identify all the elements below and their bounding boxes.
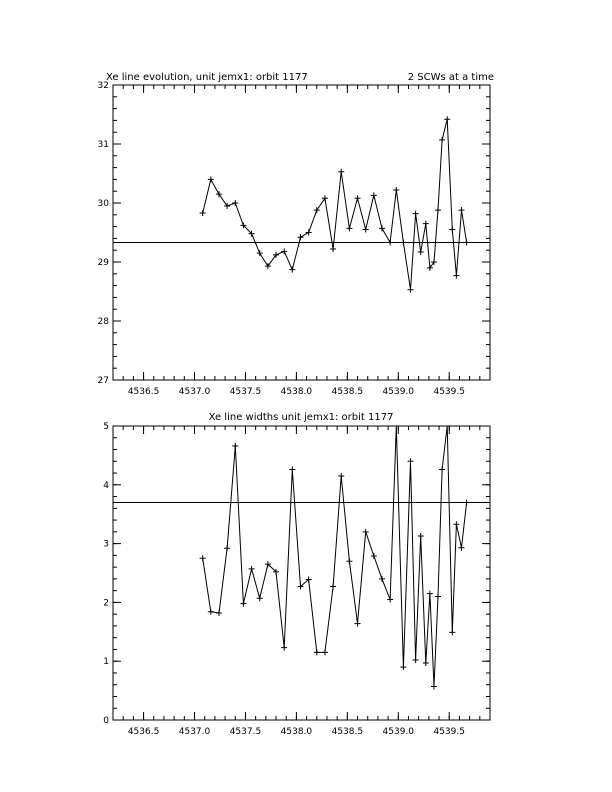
bottom-y-tick-label: 2 (103, 598, 109, 609)
top-data-point (408, 287, 414, 293)
bottom-data-point (249, 566, 255, 572)
top-x-tick-label: 4536.5 (127, 387, 160, 397)
bottom-x-tick-label: 4537.5 (229, 727, 262, 737)
bottom-y-tick-labels (103, 422, 109, 726)
bottom-x-tick-label: 4539.5 (433, 727, 465, 737)
top-data-point (330, 246, 336, 252)
top-series-line (203, 119, 467, 290)
top-series-points (200, 116, 470, 293)
top-data-point (431, 259, 437, 265)
bottom-data-point (379, 576, 385, 582)
top-y-tick-label: 28 (97, 317, 109, 327)
bottom-series-line (203, 426, 467, 687)
bottom-data-point (418, 533, 424, 539)
bottom-panel (103, 412, 490, 737)
bottom-data-point (423, 660, 429, 666)
bottom-data-point (240, 601, 246, 607)
bottom-data-point (355, 621, 361, 627)
top-data-point (200, 210, 206, 216)
bottom-data-point (289, 467, 295, 473)
top-y-tick-label: 27 (97, 376, 109, 386)
bottom-data-point (314, 649, 320, 655)
top-data-point (232, 200, 238, 206)
top-y-tick-label: 31 (97, 140, 109, 150)
top-data-point (393, 187, 399, 193)
bottom-data-point (427, 591, 433, 597)
top-x-tick-label: 4538.0 (280, 387, 313, 397)
top-x-tick-label: 4539.5 (433, 387, 465, 397)
bottom-data-point (281, 645, 287, 651)
bottom-data-point (200, 555, 206, 561)
bottom-data-point (257, 595, 263, 601)
bottom-y-tick-label: 5 (103, 422, 109, 432)
top-data-point (413, 211, 419, 217)
top-data-point (355, 195, 361, 201)
top-data-point (453, 273, 459, 279)
bottom-data-point (400, 664, 406, 670)
top-data-point (400, 240, 406, 246)
bottom-data-point (216, 610, 222, 616)
top-data-point (458, 207, 464, 213)
bottom-y-tick-label: 3 (103, 539, 109, 550)
top-chart-subtitle: 2 SCWs at a time (407, 72, 494, 83)
top-data-point (464, 240, 470, 246)
top-y-tick-label: 30 (97, 199, 109, 209)
bottom-data-point (464, 499, 470, 505)
bottom-y-tick-label: 0 (103, 716, 109, 726)
bottom-data-point (371, 553, 377, 559)
top-data-point (297, 234, 303, 240)
top-data-point (322, 195, 328, 201)
bottom-x-tick-label: 4539.0 (382, 727, 415, 737)
bottom-data-point (322, 649, 328, 655)
top-x-tick-label: 4539.0 (382, 387, 415, 397)
bottom-data-point (232, 443, 238, 449)
top-data-point (216, 191, 222, 197)
bottom-data-point (431, 683, 437, 689)
top-y-tick-label: 32 (97, 81, 109, 91)
bottom-data-point (439, 467, 445, 473)
bottom-data-point (208, 609, 214, 615)
bottom-x-tick-label: 4537.0 (178, 727, 211, 737)
bottom-chart-title: Xe line widths unit jemx1: orbit 1177 (208, 412, 394, 423)
top-data-point (208, 176, 214, 182)
bottom-data-point (363, 529, 369, 535)
bottom-data-point (449, 629, 455, 635)
top-ticks (113, 85, 490, 380)
top-data-point (314, 207, 320, 213)
top-data-point (379, 225, 385, 231)
top-data-point (387, 240, 393, 246)
bottom-data-point (408, 458, 414, 464)
bottom-data-point (435, 594, 441, 600)
top-chart-title: Xe line evolution, unit jemx1: orbit 1177 (106, 72, 308, 83)
top-x-tick-label: 4537.0 (178, 387, 211, 397)
top-plot-frame (113, 85, 490, 380)
top-y-tick-label: 29 (97, 258, 109, 268)
top-data-point (371, 192, 377, 198)
bottom-data-point (413, 657, 419, 663)
bottom-data-point (224, 545, 230, 551)
bottom-x-tick-label: 4538.5 (331, 727, 364, 737)
bottom-data-point (387, 596, 393, 602)
top-data-point (306, 230, 312, 236)
top-data-point (338, 169, 344, 175)
top-data-point (449, 227, 455, 233)
top-data-point (423, 221, 429, 227)
bottom-data-point (346, 558, 352, 564)
top-x-tick-labels (128, 387, 465, 397)
bottom-data-point (330, 584, 336, 590)
bottom-x-tick-labels (128, 727, 465, 737)
top-x-tick-label: 4538.5 (331, 387, 364, 397)
top-data-point (418, 249, 424, 255)
bottom-data-point (453, 521, 459, 527)
top-data-point (444, 116, 450, 122)
top-data-point (289, 267, 295, 273)
top-panel (98, 72, 494, 397)
top-data-point (435, 207, 441, 213)
top-data-point (439, 137, 445, 143)
bottom-y-tick-label: 4 (103, 480, 109, 491)
top-y-tick-labels (98, 81, 110, 386)
bottom-x-tick-label: 4536.5 (127, 727, 160, 737)
top-data-point (257, 250, 263, 256)
top-data-point (363, 227, 369, 233)
top-x-tick-label: 4537.5 (229, 387, 262, 397)
bottom-y-tick-label: 1 (103, 657, 109, 668)
bottom-data-point (458, 545, 464, 551)
top-data-point (281, 248, 287, 254)
top-data-point (346, 225, 352, 231)
bottom-x-tick-label: 4538.0 (280, 727, 313, 737)
top-data-point (427, 265, 433, 271)
bottom-data-point (338, 473, 344, 479)
